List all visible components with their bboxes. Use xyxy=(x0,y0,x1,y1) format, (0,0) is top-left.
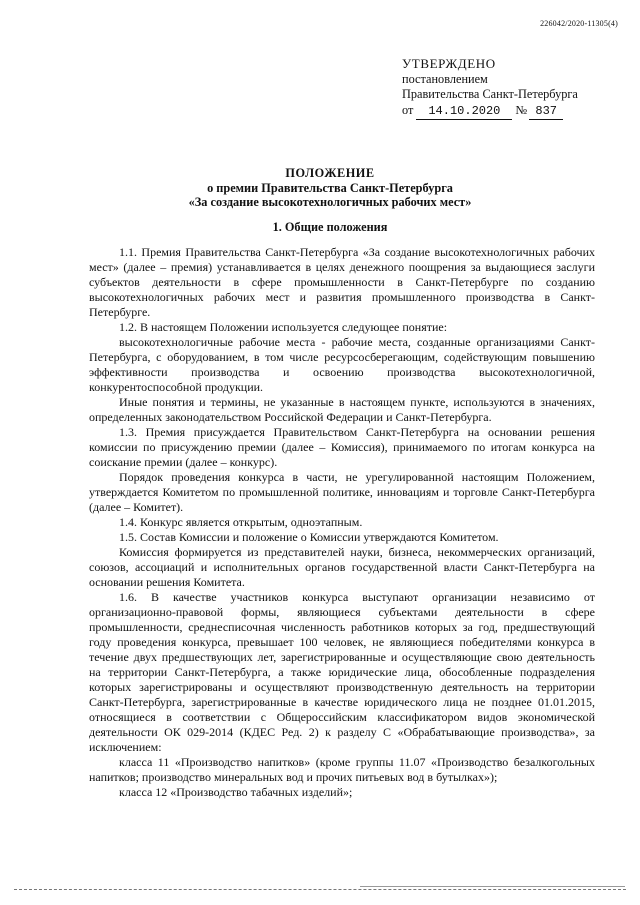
paragraph-1-3: 1.3. Премия присуждается Правительством Санкт-Петербурга на основании решения комиссии по присуждению премии (далее – Комиссия), принимаемого по итогам конкурса на соискание премии (далее – конкурс). xyxy=(89,425,595,469)
date-prefix: от xyxy=(402,103,414,117)
paragraph-1-1: 1.1. Премия Правительства Санкт-Петербурга «За создание высокотехнологичных рабочих мест» (далее – премия) устанавливается в целях денежного поощрения за выдающиеся заслуги субъектов деятельности в сфере промышленности в Санкт-Петербурге по созданию высокотехнологичных рабочих мест и развития промышленного производства в Санкт-Петербурге. xyxy=(89,245,595,319)
title-line-1: ПОЛОЖЕНИЕ xyxy=(285,166,375,180)
approval-line-1: постановлением xyxy=(402,72,488,86)
number-sign: № xyxy=(515,103,528,117)
approval-date: 14.10.2020 xyxy=(416,103,512,120)
paragraph-class-12: класса 12 «Производство табачных изделий»; xyxy=(119,785,353,799)
scan-edge-line xyxy=(360,886,625,887)
approval-line-2: Правительства Санкт-Петербурга xyxy=(402,87,578,101)
paragraph-definition: высокотехнологичные рабочие места - рабочие места, созданные организациями Санкт-Петербурга, с оборудованием, в том числе ресурсосберегающим, содействующим повышению эффективности производства и освоению производства высокотехнологичной, конкурентоспособной продукции. xyxy=(89,335,595,394)
page-bottom-divider xyxy=(14,889,626,890)
paragraph-1-4: 1.4. Конкурс является открытым, одноэтапным. xyxy=(119,515,363,529)
document-title xyxy=(60,166,600,210)
paragraph-class-11: класса 11 «Производство напитков» (кроме группы 11.07 «Производство безалкогольных напитков; производство минеральных вод и прочих питьевых вод в бутылках»); xyxy=(89,755,595,784)
paragraph-other-terms: Иные понятия и термины, не указанные в настоящем пункте, используются в значениях, определенных законодательством Российской Федерации и Санкт-Петербурга. xyxy=(89,395,595,424)
document-body xyxy=(89,245,595,800)
paragraph-1-6: 1.6. В качестве участников конкурса выступают организации независимо от организационно-правовой формы, являющиеся субъектами деятельности в сфере промышленности, среднесписочная численность работников которых за год, предшествующий году проведения конкурса, превышает 100 человек, не являющиеся победителями конкурса в течение двух предшествующих лет, зарегистрированные и осуществляющие свою деятельность на территории Санкт-Петербурга, а также юридические лица, обособленные подразделения которых зарегистрированы и осуществляют производственную деятельность на территории Санкт-Петербурга, зарегистрированные в качестве юридического лица не позднее 01.01.2015, относящиеся в соответствии с Общероссийским классификатором видов экономической деятельности ОК 029-2014 (КДЕС Ред. 2) к разделу С «Обрабатывающие производства», за исключением: xyxy=(89,590,595,754)
approval-block xyxy=(402,56,622,120)
approval-number: 837 xyxy=(529,103,563,120)
paragraph-1-5: 1.5. Состав Комиссии и положение о Комиссии утверждаются Комитетом. xyxy=(119,530,499,544)
approval-date-line xyxy=(402,102,622,120)
document-number: 226042/2020-11305(4) xyxy=(540,19,618,28)
approval-heading: УТВЕРЖДЕНО xyxy=(402,56,496,71)
paragraph-contest-procedure: Порядок проведения конкурса в части, не урегулированной настоящим Положением, утверждается Комитетом по промышленной политике, инновациям и торговле Санкт-Петербурга (далее – Комитет). xyxy=(89,470,595,514)
paragraph-1-2: 1.2. В настоящем Положении используется следующее понятие: xyxy=(119,320,448,334)
title-line-2: о премии Правительства Санкт-Петербурга xyxy=(207,180,453,195)
section-heading: 1. Общие положения xyxy=(272,220,388,234)
title-line-3: «За создание высокотехнологичных рабочих мест» xyxy=(188,195,472,209)
paragraph-commission: Комиссия формируется из представителей науки, бизнеса, некоммерческих организаций, союзов, ассоциаций и исполнительных органов государственной власти Санкт-Петербурга на основании решения Комитета. xyxy=(89,545,595,589)
